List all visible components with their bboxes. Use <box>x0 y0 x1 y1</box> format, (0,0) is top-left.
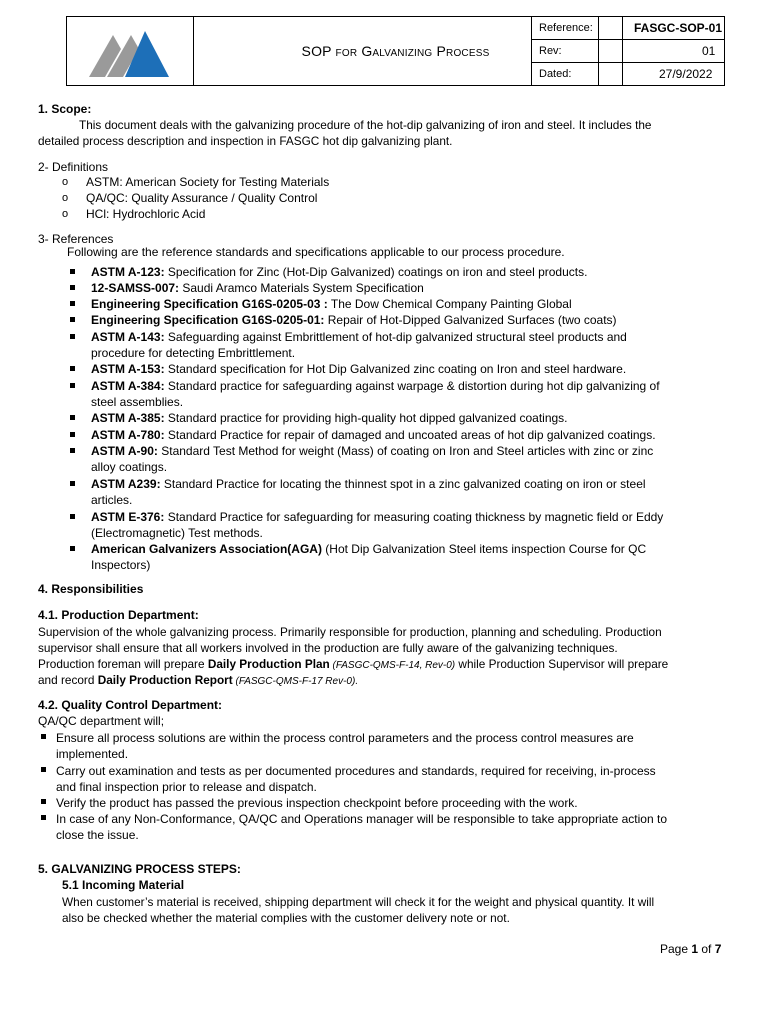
definition-item: QA/QC: Quality Assurance / Quality Control <box>86 191 318 205</box>
reference-item-continuation: steel assemblies. <box>91 395 184 409</box>
reference-item: American Galvanizers Association(AGA) (Hot Dip Galvanization Steel items inspection Course for QC <box>91 542 647 556</box>
circle-bullet-icon: o <box>62 208 69 220</box>
incoming-material-line-1: When customer’s material is received, shipping department will check it for the weight and physical quantity. It will <box>62 895 655 909</box>
square-bullet-icon <box>70 269 75 274</box>
square-bullet-icon <box>41 799 46 804</box>
quality-intro: QA/QC department will; <box>38 714 165 728</box>
reference-item-continuation: procedure for detecting Embrittlement. <box>91 346 296 360</box>
circle-bullet-icon: o <box>62 192 69 204</box>
square-bullet-icon <box>70 415 75 420</box>
definition-item: HCl: Hydrochloric Acid <box>86 207 206 221</box>
definitions-heading: 2- Definitions <box>38 160 109 174</box>
circle-bullet-icon: o <box>62 176 69 188</box>
company-logo <box>67 17 194 85</box>
reference-item: ASTM A-780: Standard Practice for repair of damaged and uncoated areas of hot dip galvanized coatings. <box>91 428 656 442</box>
reference-item-continuation: Inspectors) <box>91 558 151 572</box>
production-heading: 4.1. Production Department: <box>38 608 199 622</box>
square-bullet-icon <box>70 317 75 322</box>
header-divider <box>531 16 532 86</box>
document-title: SOP for Galvanizing Process <box>301 43 490 59</box>
quality-heading: 4.2. Quality Control Department: <box>38 698 223 712</box>
square-bullet-icon <box>70 514 75 519</box>
dated-label: Dated: <box>539 68 572 80</box>
square-bullet-icon <box>41 767 46 772</box>
definition-item: ASTM: American Society for Testing Materials <box>86 175 330 189</box>
scope-line-2: detailed process description and inspection in FASGC hot dip galvanizing plant. <box>38 134 453 148</box>
square-bullet-icon <box>41 734 46 739</box>
reference-label: Reference: <box>539 22 593 34</box>
production-line-1: Supervision of the whole galvanizing process. Primarily responsible for production, planning and scheduling. Production <box>38 625 662 639</box>
square-bullet-icon <box>70 481 75 486</box>
reference-item-continuation: articles. <box>91 493 133 507</box>
header-divider <box>622 16 623 86</box>
document-header <box>66 16 725 86</box>
reference-item: Engineering Specification G16S-0205-03 : The Dow Chemical Company Painting Global <box>91 297 572 311</box>
reference-item: ASTM A-153: Standard specification for Hot Dip Galvanized zinc coating on Iron and steel hardware. <box>91 362 627 376</box>
logo-mark-icon <box>67 17 193 85</box>
reference-item: ASTM A-384: Standard practice for safeguarding against warpage & distortion during hot dip galvanizing of <box>91 379 660 393</box>
scope-heading: 1. Scope: <box>38 102 92 116</box>
reference-item: ASTM A-143: Safeguarding against Embrittlement of hot-dip galvanized structural steel products and <box>91 330 627 344</box>
square-bullet-icon <box>70 366 75 371</box>
quality-item: Carry out examination and tests as per documented procedures and standards, required for receiving, in-process <box>56 764 656 778</box>
quality-item-continuation: and final inspection prior to release and dispatch. <box>56 780 317 794</box>
quality-item-continuation: implemented. <box>56 747 129 761</box>
reference-value: FASGC-SOP-01 <box>634 21 723 35</box>
process-steps-heading: 5. GALVANIZING PROCESS STEPS: <box>38 862 241 876</box>
reference-item: 12-SAMSS-007: Saudi Aramco Materials System Specification <box>91 281 424 295</box>
quality-item-continuation: close the issue. <box>56 828 139 842</box>
square-bullet-icon <box>41 815 46 820</box>
square-bullet-icon <box>70 285 75 290</box>
rev-label: Rev: <box>539 45 562 57</box>
square-bullet-icon <box>70 448 75 453</box>
reference-item: Engineering Specification G16S-0205-01: Repair of Hot-Dipped Galvanized Surfaces (two coats) <box>91 313 617 327</box>
reference-item: ASTM A239: Standard Practice for locating the thinnest spot in a zinc galvanized coating on iron or steel <box>91 477 646 491</box>
incoming-material-heading: 5.1 Incoming Material <box>62 878 185 892</box>
production-line-4: and record Daily Production Report (FASGC-QMS-F-17 Rev-0). <box>38 673 359 687</box>
references-heading: 3- References <box>38 232 114 246</box>
responsibilities-heading: 4. Responsibilities <box>38 582 144 596</box>
references-intro: Following are the reference standards and specifications applicable to our process procedure. <box>67 245 565 259</box>
quality-item: Verify the product has passed the previous inspection checkpoint before proceeding with the work. <box>56 796 578 810</box>
production-line-2: supervisor shall ensure that all workers involved in the production are fully aware of the galvanizing techniques. <box>38 641 618 655</box>
reference-item-continuation: (Electromagnetic) Test methods. <box>91 526 263 540</box>
square-bullet-icon <box>70 301 75 306</box>
quality-item: Ensure all process solutions are within the process control parameters and the process control measures are <box>56 731 634 745</box>
square-bullet-icon <box>70 432 75 437</box>
reference-item: ASTM A-90: Standard Test Method for weight (Mass) of coating on Iron and Steel articles with zinc or zinc <box>91 444 654 458</box>
reference-item: ASTM A-123: Specification for Zinc (Hot-Dip Galvanized) coatings on iron and steel products. <box>91 265 588 279</box>
square-bullet-icon <box>70 383 75 388</box>
production-line-3: Production foreman will prepare Daily Production Plan (FASGC-QMS-F-14, Rev-0) while Production Supervisor will prepare <box>38 657 669 671</box>
rev-value: 01 <box>702 44 716 58</box>
reference-item: ASTM A-385: Standard practice for providing high-quality hot dipped galvanized coatings. <box>91 411 568 425</box>
reference-item: ASTM E-376: Standard Practice for safeguarding for measuring coating thickness by magnetic field or Eddy <box>91 510 664 524</box>
square-bullet-icon <box>70 546 75 551</box>
header-divider <box>531 62 725 63</box>
scope-line-1: This document deals with the galvanizing procedure of the hot-dip galvanizing of iron and steel. It includes the <box>79 118 652 132</box>
quality-item: In case of any Non-Conformance, QA/QC and Operations manager will be responsible to take appropriate action to <box>56 812 667 826</box>
header-divider <box>531 39 725 40</box>
dated-value: 27/9/2022 <box>659 67 713 81</box>
incoming-material-line-2: also be checked whether the material complies with the customer delivery note or not. <box>62 911 510 925</box>
page-number: Page 1 of 7 <box>660 942 722 956</box>
reference-item-continuation: alloy coatings. <box>91 460 168 474</box>
square-bullet-icon <box>70 334 75 339</box>
